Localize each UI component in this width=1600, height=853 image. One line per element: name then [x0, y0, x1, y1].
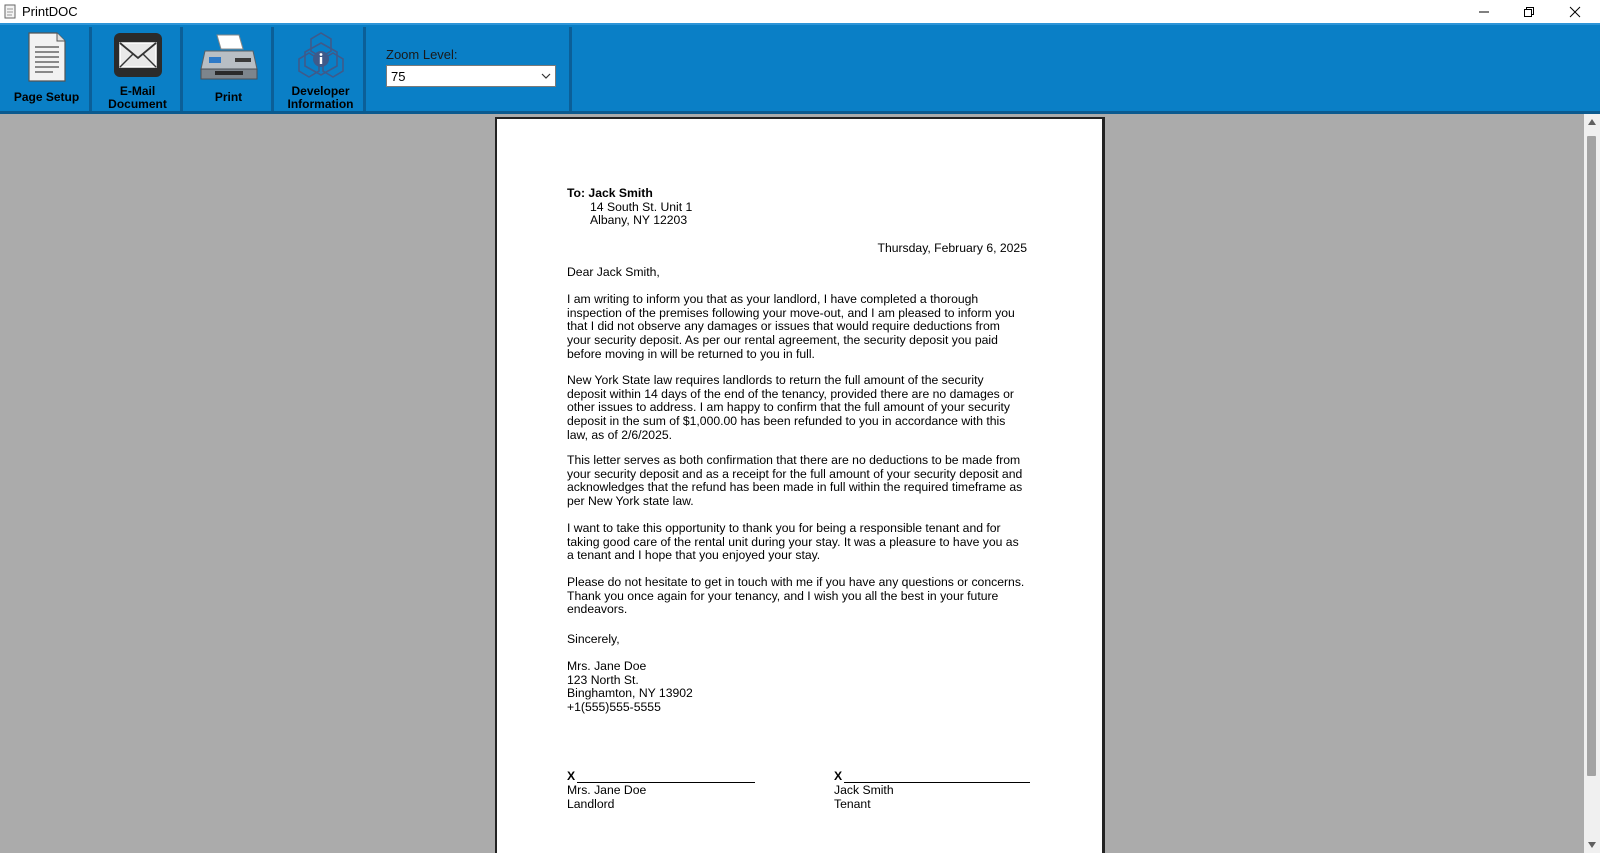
letter-date: Thursday, February 6, 2025	[877, 241, 1027, 255]
paragraph-line: I am writing to inform you that as your landlord, I have completed a thorough	[567, 292, 979, 306]
chevron-down-icon	[541, 72, 551, 80]
paragraph-line: I want to take this opportunity to thank you for being a responsible tenant and for	[567, 521, 1001, 535]
document-viewer[interactable]	[0, 114, 1584, 853]
close-icon	[1569, 6, 1581, 18]
document-icon	[25, 31, 69, 83]
restore-button[interactable]	[1506, 0, 1551, 23]
vertical-scrollbar[interactable]	[1584, 114, 1600, 853]
toolbar	[0, 23, 1600, 114]
developer-label-line1: Developer	[291, 84, 350, 98]
paragraph-5	[567, 576, 1024, 617]
salutation: Dear Jack Smith,	[567, 265, 660, 279]
sender-street: 123 North St.	[567, 672, 639, 687]
paragraph-line: acknowledges that the refund has been made in full within the required timeframe as	[567, 480, 1023, 495]
email-document-button[interactable]	[95, 27, 183, 111]
paragraph-3	[567, 454, 1022, 509]
signature-name-right: Jack Smith	[834, 783, 894, 797]
minimize-icon	[1478, 6, 1490, 18]
paragraph-line: inspection of the premises following your move-out, and I am pleased to inform you	[567, 305, 1015, 320]
sender-block	[567, 660, 693, 715]
paragraph-4	[567, 522, 1019, 563]
paragraph-line: deposit in the sum of $1,000.00 has been refunded to you in accordance with this	[567, 414, 1006, 429]
minimize-button[interactable]	[1461, 0, 1506, 23]
scroll-down-arrow-icon[interactable]	[1587, 841, 1597, 849]
print-button[interactable]	[186, 27, 274, 111]
signature-block-left	[567, 784, 646, 811]
sender-name: Mrs. Jane Doe	[567, 659, 647, 673]
signature-role-right: Tenant	[834, 796, 871, 811]
signature-block-right	[834, 784, 894, 811]
recipient-block	[567, 187, 692, 228]
recipient-to-line: To: Jack Smith	[567, 186, 653, 200]
paragraph-line: taking good care of the rental unit during your stay. It was a pleasure to have you as	[567, 534, 1019, 549]
restore-icon	[1523, 6, 1535, 18]
recipient-address-line2: Albany, NY 12203	[590, 213, 688, 228]
scroll-up-arrow-icon[interactable]	[1587, 118, 1597, 126]
email-label-line1: E-Mail	[119, 84, 156, 98]
print-label: Print	[214, 90, 243, 104]
envelope-icon	[112, 31, 164, 79]
paragraph-line: New York State law requires landlords to return the full amount of the security	[567, 373, 984, 387]
paragraph-line: that I did not observe any damages or issues that would require deductions from	[567, 319, 1000, 334]
sender-city: Binghamton, NY 13902	[567, 686, 693, 701]
window-title: PrintDOC	[22, 4, 78, 19]
signature-mark-right: X	[834, 769, 843, 783]
paragraph-line: your security deposit. As per our rental agreement, the security deposit you paid	[567, 333, 998, 348]
paragraph-line: per New York state law.	[567, 494, 694, 509]
paragraph-2	[567, 374, 1014, 443]
paragraph-line: deposit within 14 days of the end of the tenancy, provided there are no damages or	[567, 386, 1014, 401]
zoom-panel	[372, 27, 572, 111]
title-bar	[0, 0, 1600, 23]
paragraph-line: your security deposit and as a receipt for the full amount of your security deposit and	[567, 466, 1023, 481]
document-page	[495, 117, 1105, 853]
signature-mark-left: X	[567, 769, 576, 783]
paragraph-line: Please do not hesitate to get in touch with me if you have any questions or concerns.	[567, 575, 1025, 589]
developer-information-button[interactable]	[278, 27, 366, 111]
zoom-level-select[interactable]	[386, 65, 556, 87]
closing: Sincerely,	[567, 632, 620, 646]
app-icon	[4, 4, 17, 19]
page-setup-label: Page Setup	[13, 90, 80, 104]
sender-phone: +1(555)555-5555	[567, 700, 661, 715]
printer-icon	[199, 31, 259, 83]
zoom-level-value: 75	[391, 69, 406, 84]
email-label-line2: Document	[108, 97, 167, 111]
paragraph-line: before moving in will be returned to you in full.	[567, 346, 815, 361]
paragraph-line: Thank you once again for your tenancy, and I wish you all the best in your future	[567, 588, 999, 603]
page-setup-button[interactable]	[4, 27, 92, 111]
paragraph-line: a tenant and I hope that you enjoyed your stay.	[567, 548, 821, 563]
paragraph-line: endeavors.	[567, 602, 628, 617]
close-button[interactable]	[1552, 0, 1597, 23]
paragraph-line: law, as of 2/6/2025.	[567, 427, 673, 442]
zoom-level-label: Zoom Level:	[386, 47, 458, 62]
info-icon	[293, 31, 349, 81]
paragraph-line: This letter serves as both confirmation that there are no deductions to be made from	[567, 453, 1021, 467]
signature-name-left: Mrs. Jane Doe	[567, 783, 647, 797]
signature-role-left: Landlord	[567, 796, 615, 811]
paragraph-1	[567, 293, 1015, 362]
recipient-address-line1: 14 South St. Unit 1	[590, 199, 693, 214]
developer-label-line2: Information	[287, 97, 354, 111]
scrollbar-thumb[interactable]	[1587, 136, 1596, 776]
paragraph-line: other issues to address. I am happy to confirm that the full amount of your security	[567, 400, 1011, 415]
